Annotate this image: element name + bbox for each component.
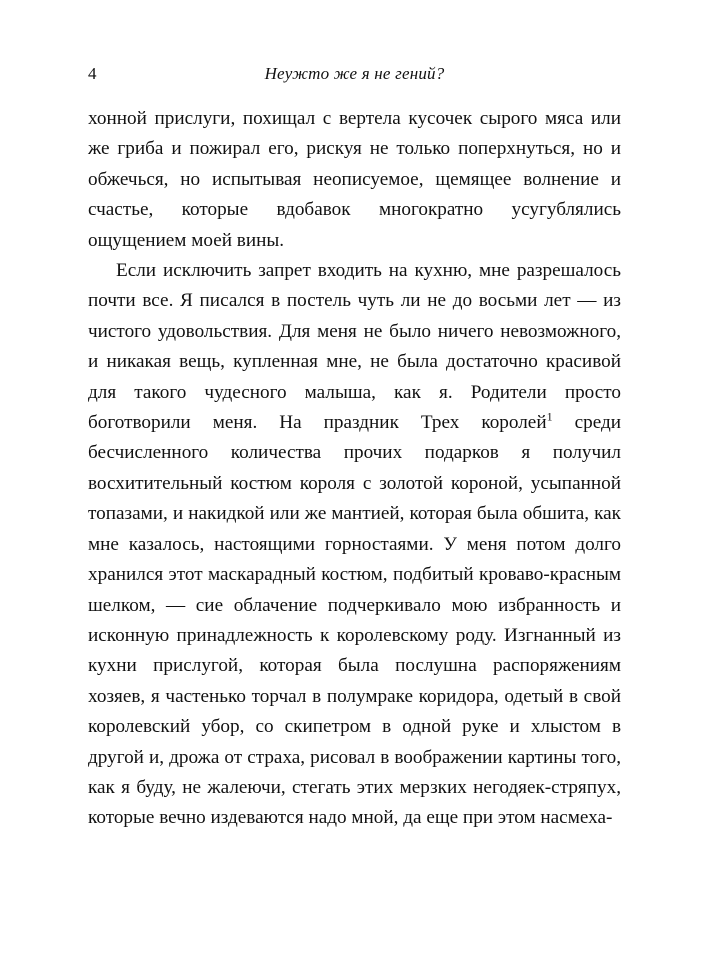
paragraph-2-text-before-footnote: Если исключить запрет входить на кухню, мне разрешалось почти все. Я писался в постель чуть ли не до восьми лет — из чистого удовольствия. Для меня не было ничего невозможного, и никакая вещь, купленная мне, не была достаточно красивой для такого чудесного малыша, как я. Родители просто боготворили меня. На праздник Трех королей (88, 260, 621, 434)
running-head (88, 64, 621, 88)
paragraph-2 (88, 256, 621, 834)
page-number: 4 (88, 64, 97, 83)
footnote-marker: 1 (546, 409, 553, 424)
running-title: Неужто же я не гений? (264, 64, 445, 83)
body-text (88, 104, 621, 834)
paragraph-1: хонной прислуги, похищал с вертела кусочек сырого мяса или же гриба и пожирал его, рискуя не только поперхнуться, но и обжечься, но испытывая неописуемое, щемящее волнение и счастье, которые вдобавок многократно усугублялись ощущением моей вины. (88, 108, 621, 251)
paragraph-2-text-after-footnote: среди бесчисленного количества прочих подарков я получил восхитительный костюм короля с золотой короной, усыпанной топазами, и накидкой или же мантией, которая была обшита, как мне казалось, настоящими горностаями. У меня потом долго хранился этот маскарадный костюм, подбитый кроваво-красным шелком, — сие облачение подчеркивало мою избранность и исконную принадлежность к королевскому роду. Изгнанный из кухни прислугой, которая была послушна распоряжениям хозяев, я частенько торчал в полумраке коридора, одетый в свой королевский убор, со скипетром в одной руке и хлыстом в другой и, дрожа от страха, рисовал в воображении картины того, как я буду, не жалеючи, стегать этих мерзких негодяек-стряпух, которые вечно издеваются надо мной, да еще при этом насмеха- (88, 412, 622, 829)
